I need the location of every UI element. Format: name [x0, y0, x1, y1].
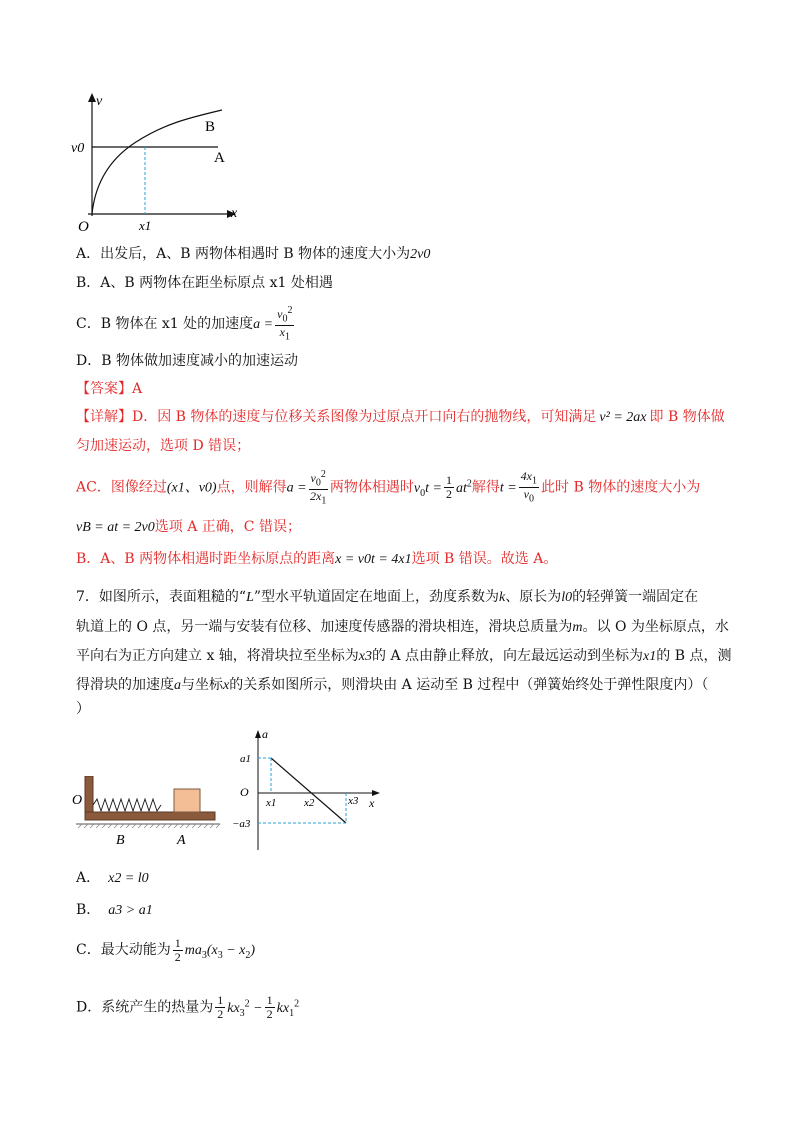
q6-answer: 【答案】A [76, 381, 143, 397]
q7-option-d-label: D．系统产生的热量为 [76, 999, 214, 1016]
q7-option-a [76, 868, 149, 889]
x1-label: x1 [139, 218, 152, 233]
detail-3-frac-t: $\frac{4x_1}{v_0}$ [520, 468, 537, 505]
q7-option-a-label: A． [76, 870, 101, 886]
q7-l4e: 的关系如图所示，则滑块由 A 运动至 B 过程中（弹簧始终处于弹性限度内）（ [229, 677, 709, 693]
x-axis-label: x [369, 796, 375, 810]
q7-stem-line-4 [76, 675, 708, 696]
q7-l1e: 、原长为 [505, 589, 562, 605]
track-origin-label: O [72, 793, 83, 808]
q7-l2c: 。以 O 为坐标原点，水 [582, 619, 729, 635]
detail-4b: 选项 A 正确，C 错误； [154, 519, 301, 535]
track-horizontal-base [85, 812, 215, 820]
ax-graph [228, 726, 388, 854]
detail-3-meet-eq: $v_0t$ = [413, 480, 442, 499]
q7-l2: 轨道上的 O 点，另一端与安装有位移、加速度传感器的滑块相连，滑块总质量为 [76, 619, 573, 635]
spring [93, 799, 161, 811]
q7-option-b-label: B． [76, 902, 101, 918]
detail-5c: 选项 B 错误。故选 A。 [411, 551, 558, 567]
q6-option-b [76, 273, 333, 293]
q6-option-b-text: B．A、B 两物体在距坐标原点 x1 处相遇 [76, 275, 333, 291]
q7-l4d: x [223, 678, 230, 693]
q7-l3e: 的 B 点，测 [656, 648, 732, 664]
q7-option-d-term-1: $kx_3^2$ − [227, 998, 263, 1019]
q7-option-c-label: C．最大动能为 [76, 942, 171, 958]
detail-3e: 解得 [471, 479, 500, 496]
q7-option-c [76, 932, 255, 974]
q6-detail-line-2: 匀加速运动，选项 D 错误； [76, 438, 251, 454]
q6-option-d [76, 351, 298, 371]
q7-l1b: L [246, 590, 254, 605]
detail-1a: 【详解】D．因 B 物体的速度与位移关系图像为过原点开口向右的抛物线，可知满足 [76, 409, 597, 425]
detail-5-formula: x = v0t = 4x1 [335, 552, 412, 567]
v0-label: v0 [71, 141, 85, 156]
q7-option-d [76, 986, 299, 1031]
track-figure [72, 776, 222, 852]
curve-b-label: B [205, 119, 216, 135]
x2-label: x2 [304, 797, 315, 809]
a-axis-arrow [255, 730, 261, 738]
detail-1-formula: v² = 2ax [599, 410, 647, 425]
q7-option-a-math: x2 = l0 [108, 871, 149, 886]
q7-l4a: 得滑块的加速度 [76, 677, 174, 693]
q7-option-c-formula: $ma_3(x_3 - x_2)$ [184, 943, 256, 961]
slider-block [174, 789, 200, 812]
q6-option-a-math: 2v0 [410, 247, 431, 262]
q7-l1g: 的轻弹簧一端固定在 [572, 589, 699, 605]
x3-label: x3 [348, 795, 359, 807]
detail-1c: 即 B 物体做 [649, 409, 725, 425]
q7-stem-line-5: ） [76, 701, 90, 717]
detail-3a: AC．图像经过 [76, 479, 167, 496]
q7-l3c: 的 A 点由静止释放，向左最远运动到坐标为 [372, 648, 644, 664]
a1-label: a1 [240, 753, 251, 765]
q6-option-c-text: C．B 物体在 x1 处的加速度 [76, 315, 254, 332]
q6-option-c-formula: a = [253, 316, 274, 332]
q6-detail-line-5 [76, 549, 557, 570]
origin-label: O [78, 219, 89, 235]
q6-detail-line-4 [76, 517, 301, 538]
q7-stem-line-1 [76, 587, 698, 608]
q7-l3a: 平向右为正方向建立 x 轴，将滑块拉至坐标为 [76, 648, 359, 664]
curve-b [92, 110, 222, 214]
v-axis-arrow [88, 93, 96, 102]
detail-3-a-eq: a = [286, 480, 307, 496]
q6-option-a [76, 244, 430, 265]
ground-hatch [78, 824, 220, 828]
q7-l3b: x3 [358, 649, 373, 664]
track-point-b: B [116, 833, 125, 848]
x1-label: x1 [266, 797, 277, 809]
detail-4-formula: vB = at = 2v0 [76, 520, 155, 535]
q7-l1a: 7．如图所示，表面粗糙的“ [76, 589, 247, 605]
q7-option-d-half-2: $\frac{1}{2}$ [266, 993, 273, 1022]
q6-option-d-text: D．B 物体做加速度减小的加速运动 [76, 353, 298, 369]
q7-stem-line-3 [76, 646, 731, 667]
q7-option-c-half: $\frac{1}{2}$ [174, 935, 181, 964]
q7-option-b [76, 900, 153, 921]
v-axis-label: v [96, 94, 103, 109]
detail-3-frac-half: $\frac{1}{2}$ [445, 473, 452, 502]
q7-l4b: a [174, 678, 181, 693]
line-a-label: A [214, 150, 225, 166]
detail-3-point: (x1、v0) [166, 480, 217, 496]
neg-a3-label: −a3 [232, 818, 251, 830]
q6-option-c [76, 304, 296, 344]
track-point-a: A [177, 833, 186, 848]
detail-3-t-eq: t = [499, 480, 517, 496]
q7-l3d: x1 [643, 649, 657, 664]
q7-l1f: l0 [561, 590, 573, 605]
q6-option-c-fraction: $\frac{v_0^2}{x_1}$ [277, 305, 293, 343]
detail-3c: 点，则解得 [216, 479, 287, 496]
q7-l2b: m [572, 620, 583, 635]
q7-l1c: ”型水平轨道固定在地面上，劲度系数为 [253, 589, 500, 605]
q7-option-d-half-1: $\frac{1}{2}$ [217, 993, 224, 1022]
x-axis-label: x [231, 206, 238, 221]
q6-detail-line-1 [76, 407, 725, 428]
q7-option-d-term-2: $kx_1^2$ [276, 998, 300, 1019]
q7-l4c: 与坐标 [181, 677, 223, 693]
a-axis-label: a [262, 727, 268, 741]
detail-3f: 此时 B 物体的速度大小为 [541, 479, 701, 496]
ax-origin-label: O [240, 785, 249, 799]
vx-graph [68, 90, 258, 240]
detail-3d: 两物体相遇时 [329, 479, 414, 496]
detail-3-frac-a: $\frac{v_0^2}{2x_1}$ [310, 468, 327, 507]
q7-stem-line-2 [76, 617, 729, 638]
detail-3-at2: $at^2$ [455, 478, 472, 496]
q6-option-a-text: A．出发后，A、B 两物体相遇时 B 物体的速度大小为 [76, 246, 411, 262]
q7-l1d: k [499, 590, 506, 605]
q6-detail-line-3 [76, 466, 700, 511]
detail-5a: B．A、B 两物体相遇时距坐标原点的距离 [76, 551, 336, 567]
q7-option-b-math: a3 > a1 [108, 903, 153, 918]
a-x-line [271, 758, 346, 823]
